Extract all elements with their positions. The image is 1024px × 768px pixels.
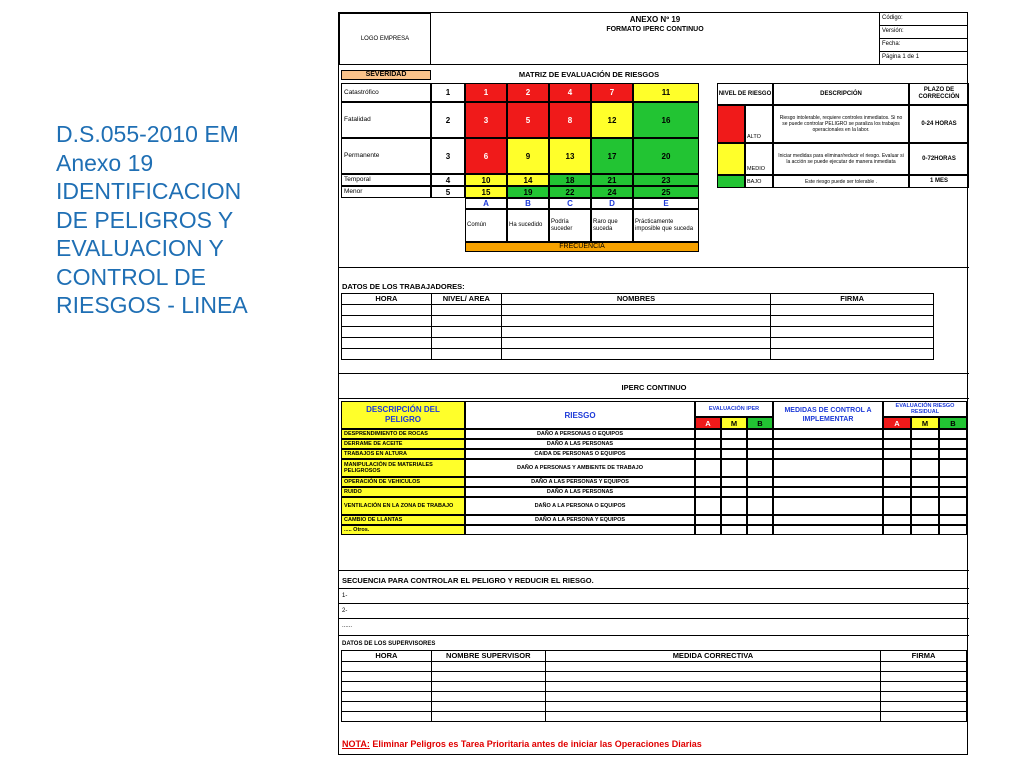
frequency-label: Ha sucedido bbox=[507, 209, 549, 242]
matrix-cell: 17 bbox=[591, 138, 633, 174]
residual-cell bbox=[911, 459, 939, 477]
slide-title bbox=[56, 120, 316, 320]
medidas-cell bbox=[773, 429, 883, 439]
matrix-cell: 13 bbox=[549, 138, 591, 174]
evaluacion-level: M bbox=[721, 417, 747, 429]
residual-cell bbox=[911, 439, 939, 449]
residual-cell bbox=[911, 525, 939, 535]
residual-cell bbox=[939, 429, 967, 439]
version-field: Versión: bbox=[880, 26, 968, 39]
divider bbox=[339, 570, 969, 571]
evaluacion-cell bbox=[721, 429, 747, 439]
divider bbox=[339, 267, 969, 268]
table-cell bbox=[342, 682, 432, 692]
severity-num: 5 bbox=[431, 186, 465, 198]
logo-empresa: LOGO EMPRESA bbox=[339, 13, 431, 65]
workers-header-row bbox=[342, 294, 934, 305]
severity-label: Temporal bbox=[341, 174, 431, 186]
peligro-cell: DERRAME DE ACEITE bbox=[341, 439, 465, 449]
table-cell bbox=[342, 338, 432, 349]
residual-cell bbox=[939, 487, 967, 497]
evaluacion-cell bbox=[695, 429, 721, 439]
divider bbox=[339, 603, 969, 604]
residual-cell bbox=[911, 449, 939, 459]
evaluacion-cell bbox=[747, 525, 773, 535]
slide-title-line: CONTROL DE bbox=[56, 263, 206, 290]
medidas-cell bbox=[773, 525, 883, 535]
frequency-letter: E bbox=[633, 198, 699, 209]
riesgo-cell bbox=[465, 525, 695, 535]
table-cell bbox=[771, 316, 934, 327]
table-cell bbox=[545, 682, 880, 692]
matrix-cell: 6 bbox=[465, 138, 507, 174]
table-cell bbox=[771, 327, 934, 338]
fecha-field: Fecha: bbox=[880, 39, 968, 52]
residual-level: B bbox=[939, 417, 967, 429]
matrix-cell: 9 bbox=[507, 138, 549, 174]
table-cell bbox=[431, 327, 501, 338]
evaluacion-cell bbox=[721, 477, 747, 487]
table-cell bbox=[771, 338, 934, 349]
evaluacion-cell bbox=[747, 439, 773, 449]
table-cell bbox=[501, 349, 771, 360]
matrix-cell: 15 bbox=[465, 186, 507, 198]
table-cell bbox=[545, 662, 880, 672]
riesgo-cell: DAÑO A PERSONAS O EQUIPOS bbox=[465, 429, 695, 439]
riesgo-header: RIESGO bbox=[465, 401, 695, 429]
matrix-title: MATRIZ DE EVALUACIÓN DE RIESGOS bbox=[518, 70, 660, 79]
evaluacion-cell bbox=[747, 487, 773, 497]
supervisors-title: DATOS DE LOS SUPERVISORES bbox=[342, 641, 436, 647]
slide-title-line: RIESGOS - LINEA bbox=[56, 292, 248, 318]
matrix-cell: 2 bbox=[507, 83, 549, 102]
evaluacion-cell bbox=[695, 525, 721, 535]
frequency-label: Común bbox=[465, 209, 507, 242]
table-cell bbox=[431, 349, 501, 360]
riesgo-cell: DAÑO A PERSONAS Y AMBIENTE DE TRABAJO bbox=[465, 459, 695, 477]
peligro-cell: CAMBIO DE LLANTAS bbox=[341, 515, 465, 525]
matrix-cell: 12 bbox=[591, 102, 633, 138]
table-cell bbox=[342, 305, 432, 316]
table-cell bbox=[431, 338, 501, 349]
legend-header-nivel: NIVEL DE RIESGO bbox=[717, 83, 773, 105]
table-cell bbox=[431, 316, 501, 327]
table-cell bbox=[771, 349, 934, 360]
matrix-cell: 18 bbox=[549, 174, 591, 186]
evaluacion-cell bbox=[721, 525, 747, 535]
residual-cell bbox=[911, 429, 939, 439]
slide-title-line: DE PELIGROS Y bbox=[56, 206, 234, 233]
frequency-letter: A bbox=[465, 198, 507, 209]
table-cell bbox=[342, 327, 432, 338]
legend-header-descripcion: DESCRIPCIÓN bbox=[773, 83, 909, 105]
table-cell bbox=[342, 712, 432, 722]
descripcion-peligro-header: DESCRIPCIÓN DEL PELIGRO bbox=[341, 401, 465, 429]
table-cell bbox=[431, 712, 545, 722]
table-cell bbox=[431, 305, 501, 316]
table-cell bbox=[881, 712, 967, 722]
residual-cell bbox=[883, 515, 911, 525]
legend-plazo: 0-72HORAS bbox=[909, 143, 969, 175]
evaluacion-cell bbox=[747, 515, 773, 525]
table-row bbox=[342, 327, 934, 338]
anexo-title: ANEXO Nº 19 bbox=[629, 15, 681, 24]
secuencia-title: SECUENCIA PARA CONTROLAR EL PELIGRO Y REDUCIR EL RIESGO. bbox=[342, 576, 594, 585]
table-cell bbox=[342, 316, 432, 327]
header-title-box bbox=[431, 13, 879, 65]
nota-label: NOTA: bbox=[342, 739, 370, 749]
residual-cell bbox=[939, 515, 967, 525]
codigo-field: Código: bbox=[880, 13, 968, 26]
matrix-cell: 23 bbox=[633, 174, 699, 186]
workers-header-cell: FIRMA bbox=[771, 294, 934, 305]
table-cell bbox=[501, 305, 771, 316]
medidas-cell bbox=[773, 487, 883, 497]
evaluacion-cell bbox=[721, 439, 747, 449]
nota-text: Eliminar Peligros es Tarea Prioritaria antes de iniciar las Operaciones Diarias bbox=[369, 739, 702, 749]
table-row bbox=[342, 702, 967, 712]
residual-cell bbox=[939, 497, 967, 515]
peligro-cell: TRABAJOS EN ALTURA bbox=[341, 449, 465, 459]
table-cell bbox=[501, 327, 771, 338]
slide-title-line: D.S.055-2010 EM bbox=[56, 121, 239, 147]
workers-table bbox=[341, 293, 934, 360]
evaluacion-cell bbox=[721, 459, 747, 477]
legend-header-plazo: PLAZO DE CORRECCIÓN bbox=[909, 83, 969, 105]
severity-label: Catastrófico bbox=[341, 83, 431, 102]
matrix-cell: 3 bbox=[465, 102, 507, 138]
secuencia-item: 2- bbox=[342, 608, 348, 614]
residual-cell bbox=[883, 497, 911, 515]
residual-cell bbox=[883, 439, 911, 449]
supervisors-header-row bbox=[342, 651, 967, 662]
riesgo-cell: DAÑO A LAS PERSONAS bbox=[465, 487, 695, 497]
workers-title: DATOS DE LOS TRABAJADORES: bbox=[342, 282, 465, 291]
riesgo-cell: DAÑO A LA PERSONA Y EQUIPOS bbox=[465, 515, 695, 525]
residual-cell bbox=[911, 515, 939, 525]
frequency-letter: B bbox=[507, 198, 549, 209]
legend-level: ALTO bbox=[745, 105, 773, 143]
residual-cell bbox=[939, 459, 967, 477]
matrix-cell: 25 bbox=[633, 186, 699, 198]
table-cell bbox=[545, 692, 880, 702]
riesgo-cell: DAÑO A LAS PERSONAS bbox=[465, 439, 695, 449]
evaluacion-cell bbox=[695, 477, 721, 487]
medidas-control-header: MEDIDAS DE CONTROL A IMPLEMENTAR bbox=[773, 401, 883, 429]
supervisors-table bbox=[341, 650, 967, 722]
matrix-cell: 5 bbox=[507, 102, 549, 138]
frequency-letter: C bbox=[549, 198, 591, 209]
matrix-cell: 16 bbox=[633, 102, 699, 138]
residual-cell bbox=[883, 487, 911, 497]
residual-cell bbox=[939, 449, 967, 459]
table-row bbox=[342, 305, 934, 316]
legend-color-swatch bbox=[717, 143, 745, 175]
severity-num: 4 bbox=[431, 174, 465, 186]
secuencia-item: ...... bbox=[342, 623, 353, 629]
peligro-cell: DESPRENDIMIENTO DE ROCAS bbox=[341, 429, 465, 439]
nota bbox=[342, 739, 702, 749]
medidas-cell bbox=[773, 515, 883, 525]
evaluacion-cell bbox=[721, 515, 747, 525]
slide-title-line: IDENTIFICACION bbox=[56, 178, 242, 204]
residual-level: A bbox=[883, 417, 911, 429]
table-cell bbox=[431, 692, 545, 702]
peligro-cell: ..... Otros. bbox=[341, 525, 465, 535]
matrix-cell: 11 bbox=[633, 83, 699, 102]
residual-cell bbox=[911, 487, 939, 497]
table-row bbox=[342, 712, 967, 722]
residual-cell bbox=[883, 477, 911, 487]
matrix-cell: 20 bbox=[633, 138, 699, 174]
supervisors-header-cell: MEDIDA CORRECTIVA bbox=[545, 651, 880, 662]
residual-cell bbox=[883, 459, 911, 477]
medidas-cell bbox=[773, 449, 883, 459]
residual-cell bbox=[911, 497, 939, 515]
frequency-label: Prácticamente imposible que suceda bbox=[633, 209, 699, 242]
table-cell bbox=[342, 349, 432, 360]
peligro-cell: VENTILACIÓN EN LA ZONA DE TRABAJO bbox=[341, 497, 465, 515]
medidas-cell bbox=[773, 439, 883, 449]
matrix-cell: 22 bbox=[549, 186, 591, 198]
table-row bbox=[342, 349, 934, 360]
frequency-label: Podría suceder bbox=[549, 209, 591, 242]
medidas-cell bbox=[773, 497, 883, 515]
evaluacion-iper-header: EVALUACIÓN IPER bbox=[695, 401, 773, 417]
matrix-cell: 24 bbox=[591, 186, 633, 198]
table-cell bbox=[771, 305, 934, 316]
residual-cell bbox=[883, 525, 911, 535]
matrix-cell: 4 bbox=[549, 83, 591, 102]
matrix-cell: 8 bbox=[549, 102, 591, 138]
table-row bbox=[342, 662, 967, 672]
peligro-cell: OPERACIÓN DE VEHICULOS bbox=[341, 477, 465, 487]
table-cell bbox=[342, 692, 432, 702]
table-cell bbox=[545, 712, 880, 722]
divider bbox=[339, 588, 969, 589]
frequency-label: Raro que suceda bbox=[591, 209, 633, 242]
table-row bbox=[342, 672, 967, 682]
table-cell bbox=[881, 682, 967, 692]
workers-header-cell: NIVEL/ AREA bbox=[431, 294, 501, 305]
evaluacion-cell bbox=[747, 477, 773, 487]
evaluacion-cell bbox=[695, 459, 721, 477]
evaluacion-cell bbox=[695, 449, 721, 459]
residual-level: M bbox=[911, 417, 939, 429]
evaluacion-cell bbox=[721, 497, 747, 515]
table-row bbox=[342, 692, 967, 702]
pagina-field: Página 1 de 1 bbox=[882, 54, 920, 60]
matrix-cell: 14 bbox=[507, 174, 549, 186]
matrix-cell: 1 bbox=[465, 83, 507, 102]
table-cell bbox=[431, 662, 545, 672]
slide-title-line: EVALUACION Y bbox=[56, 235, 224, 261]
table-cell bbox=[501, 338, 771, 349]
evaluacion-cell bbox=[695, 515, 721, 525]
riesgo-cell: DAÑO A LAS PERSONAS Y EQUIPOS bbox=[465, 477, 695, 487]
evaluacion-cell bbox=[721, 487, 747, 497]
table-cell bbox=[881, 672, 967, 682]
divider bbox=[339, 373, 969, 374]
legend-plazo: 0-24 HORAS bbox=[909, 105, 969, 143]
legend-level: BAJO bbox=[745, 175, 773, 188]
table-cell bbox=[545, 702, 880, 712]
severity-label: Menor bbox=[341, 186, 431, 198]
residual-cell bbox=[939, 525, 967, 535]
residual-header: EVALUACIÓN RIESGO RESIDUAL bbox=[883, 401, 967, 417]
residual-cell bbox=[939, 477, 967, 487]
evaluacion-cell bbox=[695, 439, 721, 449]
riesgo-cell: DAÑO A LA PERSONA O EQUIPOS bbox=[465, 497, 695, 515]
medidas-cell bbox=[773, 477, 883, 487]
secuencia-item: 1- bbox=[342, 593, 348, 599]
supervisors-header-cell: HORA bbox=[342, 651, 432, 662]
peligro-cell: RUIDO bbox=[341, 487, 465, 497]
table-cell bbox=[431, 672, 545, 682]
workers-header-cell: HORA bbox=[342, 294, 432, 305]
table-cell bbox=[431, 682, 545, 692]
header-meta bbox=[879, 13, 968, 65]
matrix-cell: 21 bbox=[591, 174, 633, 186]
formato-title: FORMATO IPERC CONTINUO bbox=[606, 26, 704, 33]
frecuencia-label: FRECUENCIA bbox=[465, 242, 699, 252]
legend-description: Riesgo intolerable, requiere controles inmediatos. Si no se puede controlar PELIGRO se paraliza los trabajos operacionales en la labor. bbox=[773, 105, 909, 143]
divider bbox=[339, 618, 969, 619]
severity-num: 2 bbox=[431, 102, 465, 138]
legend-color-swatch bbox=[717, 175, 745, 188]
table-cell bbox=[545, 672, 880, 682]
evaluacion-cell bbox=[695, 497, 721, 515]
severity-label: Permanente bbox=[341, 138, 431, 174]
table-row bbox=[342, 338, 934, 349]
iperc-form bbox=[338, 12, 968, 755]
peligro-cell: MANIPULACIÓN DE MATERIALES PELIGROSOS bbox=[341, 459, 465, 477]
slide-title-line: Anexo 19 bbox=[56, 149, 154, 176]
table-cell bbox=[501, 316, 771, 327]
divider bbox=[339, 635, 969, 636]
residual-cell bbox=[883, 449, 911, 459]
matrix-cell: 10 bbox=[465, 174, 507, 186]
legend-level: MEDIO bbox=[745, 143, 773, 175]
table-row bbox=[342, 682, 967, 692]
residual-cell bbox=[911, 477, 939, 487]
supervisors-header-cell: NOMBRE SUPERVISOR bbox=[431, 651, 545, 662]
matrix-cell: 19 bbox=[507, 186, 549, 198]
evaluacion-cell bbox=[747, 497, 773, 515]
workers-header-cell: NOMBRES bbox=[501, 294, 771, 305]
riesgo-cell: CAIDA DE PERSONAS O EQUIPOS bbox=[465, 449, 695, 459]
evaluacion-cell bbox=[747, 449, 773, 459]
table-cell bbox=[342, 702, 432, 712]
table-cell bbox=[881, 692, 967, 702]
residual-cell bbox=[939, 439, 967, 449]
frequency-letter: D bbox=[591, 198, 633, 209]
table-row bbox=[342, 316, 934, 327]
evaluacion-level: B bbox=[747, 417, 773, 429]
legend-description: Iniciar medidas para eliminar/reducir el riesgo. Evaluar si la acción se puede ejecutar de manera inmediata bbox=[773, 143, 909, 175]
residual-cell bbox=[883, 429, 911, 439]
table-cell bbox=[342, 662, 432, 672]
table-cell bbox=[881, 702, 967, 712]
evaluacion-level: A bbox=[695, 417, 721, 429]
supervisors-header-cell: FIRMA bbox=[881, 651, 967, 662]
legend-description: Este riesgo puede ser tolerable . bbox=[773, 175, 909, 188]
severity-num: 1 bbox=[431, 83, 465, 102]
legend-plazo: 1 MES bbox=[909, 175, 969, 188]
legend-color-swatch bbox=[717, 105, 745, 143]
medidas-cell bbox=[773, 459, 883, 477]
table-cell bbox=[431, 702, 545, 712]
matrix-cell: 7 bbox=[591, 83, 633, 102]
evaluacion-cell bbox=[721, 449, 747, 459]
iperc-title: IPERC CONTINUO bbox=[621, 383, 687, 392]
divider bbox=[339, 398, 969, 399]
table-cell bbox=[342, 672, 432, 682]
evaluacion-cell bbox=[747, 429, 773, 439]
severity-label: Fatalidad bbox=[341, 102, 431, 138]
severity-num: 3 bbox=[431, 138, 465, 174]
table-cell bbox=[881, 662, 967, 672]
severidad-label: SEVERIDAD bbox=[341, 70, 431, 80]
evaluacion-cell bbox=[695, 487, 721, 497]
evaluacion-cell bbox=[747, 459, 773, 477]
